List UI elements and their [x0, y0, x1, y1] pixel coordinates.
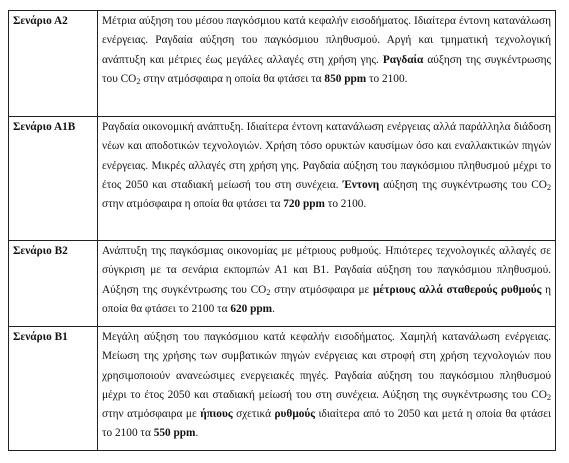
- scenario-description: [98, 241, 556, 327]
- emphasis-text: ρυθμούς: [274, 408, 316, 421]
- table-row-scenario-a2: [9, 11, 556, 117]
- table-row-scenario-b1: [9, 327, 556, 451]
- emphasis-text: ήπιους: [200, 408, 233, 421]
- description-text: .: [195, 427, 199, 440]
- description-text: το 2100.: [366, 72, 408, 85]
- emphasis-text: Ραγδαία: [382, 53, 424, 66]
- subscript-text: 2: [546, 182, 551, 192]
- scenarios-table: [8, 10, 556, 451]
- description-text: ιδιαίτερα από το 2050 και μετά η οποία θα φτάσει το 2100 τα: [102, 408, 551, 440]
- description-text: το 2100.: [324, 198, 367, 211]
- description-text: στην ατμόσφαιρα με: [102, 408, 201, 421]
- scenario-description: [98, 327, 556, 451]
- scenario-description: [98, 117, 556, 241]
- table-row-scenario-a1b: [9, 117, 556, 241]
- scenario-label: Σενάριο Β2: [9, 241, 98, 327]
- description-text: Μέτρια αύξηση του μέσου παγκόσμιου κατά κεφαλήν εισοδήματος. Ιδιαίτερα έντονη κατανάλωση ενέργειας. Ραγδαία αύξηση του παγκόσμιου πληθυσμού. Αργή και τμηματική τεχνολογική ανάπτυξη και μέτριες έως μεγάλες αλλαγές στη χρήση γης.: [102, 15, 551, 66]
- table-row-scenario-b2: [9, 241, 556, 327]
- description-text: Ραγδαία οικονομική ανάπτυξη. Ιδιαίτερα έντονη κατανάλωση ενέργειας αλλά παράλληλα διάδοση νέων και αποδοτικών τεχνολογιών. Χρήση τόσο ορυκτών καυσίμων όσο και εναλλακτικών πηγών ενέργειας. Μικρές αλλαγές στη χρήση γης. Ραγδαία αύξηση του παγκόσμιου πληθυσμού μέχρι το έτος 2050 και σταδιακή μείωσή του στη συνέχεια.: [102, 121, 551, 191]
- emphasis-text: 620 ppm: [230, 302, 273, 315]
- description-text: Μεγάλη αύξηση του παγκόσμιου κατά κεφαλήν εισοδήματος. Χαμηλή κατανάλωση ενέργειας. Μείωση της χρήσης των συμβατικών πηγών ενέργειας και στροφή στη χρήση τεχνολογιών που χρησιμοποιούν ανανεώσιμες ενεργειακές πηγές. Ραγδαία αύξηση του παγκόσμιου πληθυσμού μέχρι το έτος 2050 και σταδιακή μείωσή του στη συνέχεια. Αύξηση της συγκέντρωσης του CO: [102, 331, 551, 401]
- subscript-text: 2: [136, 76, 141, 86]
- description-text: η οποία θα φτάσει το 2100 τα: [102, 283, 551, 315]
- description-text: .: [272, 302, 275, 315]
- description-text: στην ατμόσφαιρα η οποία θα φτάσει τα: [140, 72, 325, 85]
- emphasis-text: 550 ppm: [153, 427, 196, 440]
- scenario-description: [98, 11, 556, 117]
- description-text: στην ατμόσφαιρα με: [270, 283, 374, 296]
- emphasis-text: μέτριους αλλά σταθερούς ρυθμούς: [373, 283, 542, 296]
- description-text: Ανάπτυξη της παγκόσμιας οικονομίας με μέτριους ρυθμούς. Ηπιότερες τεχνολογικές αλλαγές σε σύγκριση με τα σενάρια εκπομπών Α1 και Β1. Ραγδαία αύξηση του παγκόσμιου πληθυσμού. Αύξηση της συγκέντρωσης του CO: [102, 245, 551, 296]
- emphasis-text: Έντονη: [342, 178, 380, 191]
- description-text: σχετικά: [232, 408, 275, 421]
- emphasis-text: 850 ppm: [324, 72, 367, 85]
- scenario-label: Σενάριο Β1: [9, 327, 98, 451]
- scenario-label: Σενάριο Α2: [9, 11, 98, 117]
- subscript-text: 2: [546, 392, 551, 402]
- description-text: αύξηση της συγκέντρωσης του CO: [379, 178, 547, 191]
- emphasis-text: 720 ppm: [283, 198, 325, 211]
- description-text: στην ατμόσφαιρα η οποία θα φτάσει τα: [102, 198, 284, 211]
- subscript-text: 2: [266, 287, 271, 297]
- scenario-label: Σενάριο Α1Β: [9, 117, 98, 241]
- document-page: [8, 10, 556, 451]
- description-text: αύξηση της συγκέντρωσης του CO: [102, 53, 552, 85]
